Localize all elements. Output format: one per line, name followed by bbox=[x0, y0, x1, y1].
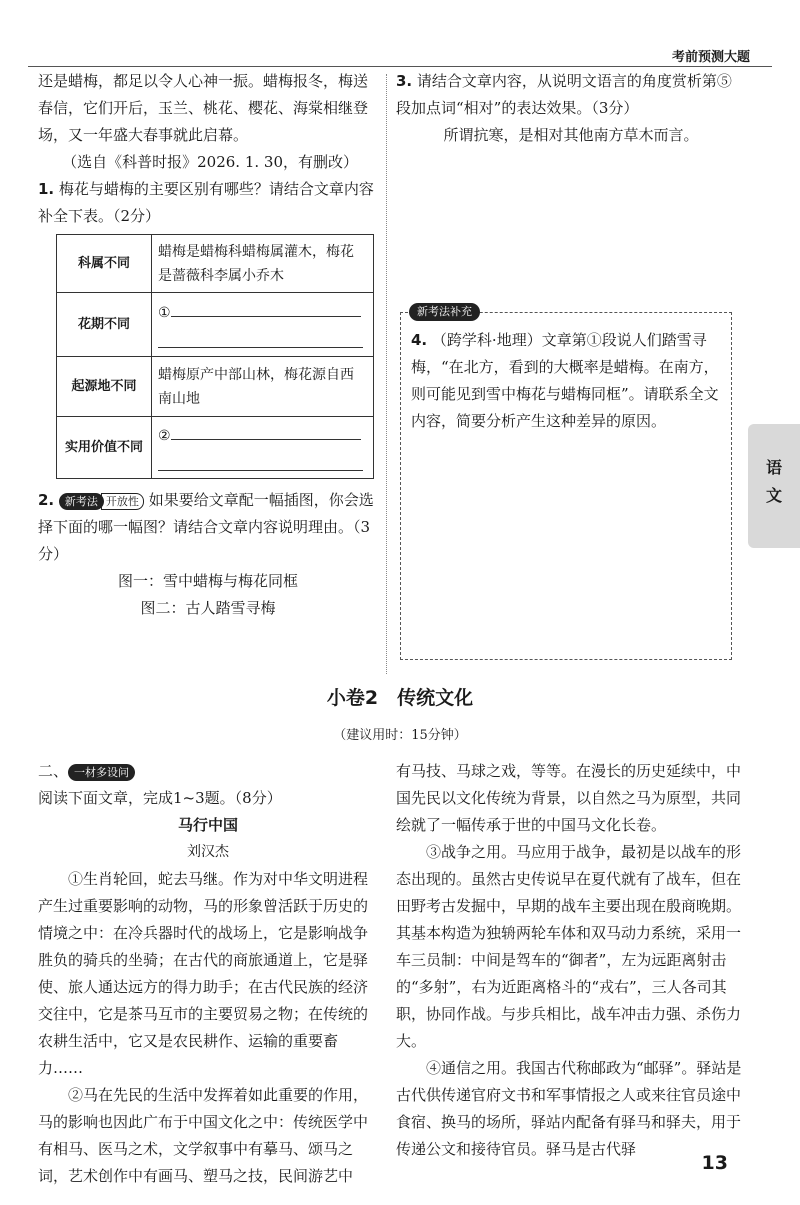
header-rule bbox=[28, 66, 772, 67]
paragraph-1: ①生肖轮回，蛇去马继。作为对中华文明进程产生过重要影响的动物，马的形象曾活跃于历史的情境之中：在冷兵器时代的战场上，它是影响战争胜负的骑兵的坐骑；在古代的商旅通道上，它是驿使、旅人通达远方的得力助手；在古代民族的经济交往中，它是茶马互市的主要贸易之物；在传统的农耕生活中，它又是农民耕作、运输的重要畜力…… bbox=[38, 870, 369, 1077]
subject-side-tab bbox=[748, 424, 800, 548]
side-tab-char: 文 bbox=[765, 486, 782, 505]
part-2-instruction bbox=[38, 758, 378, 812]
instruction-text: 阅读下面文章，完成1~3题。（8分） bbox=[38, 789, 282, 807]
option-1: 图一：雪中蜡梅与梅花同框 bbox=[117, 572, 298, 590]
table-row bbox=[57, 293, 374, 357]
question-3-quote: 所谓抗寒，是相对其他南方草木而言。 bbox=[443, 126, 699, 144]
question-2-number: 2. bbox=[38, 491, 55, 509]
side-tab-char: 语 bbox=[765, 458, 782, 477]
paragraph-2: ②马在先民的生活中发挥着如此重要的作用，马的影响也因此广布于中国文化之中：传统医学中有相马、医马之术，文学叙事中有摹马、颂马之词，艺术创作中有画马、塑马之技，民间游艺中 bbox=[38, 1086, 369, 1185]
left-column-bottom bbox=[38, 758, 378, 1190]
part-2-lead: 二、 bbox=[38, 762, 69, 780]
table-row-head: 起源地不同 bbox=[57, 357, 152, 417]
open-tag: 开放性 bbox=[101, 493, 144, 510]
running-header: 考前预测大题 bbox=[671, 50, 750, 65]
table-cell: 蜡梅原产中部山林，梅花源自西南山地 bbox=[152, 357, 374, 417]
blank-marker: ② bbox=[158, 428, 171, 444]
table-row-head: 实用价值不同 bbox=[57, 417, 152, 479]
question-1-number: 1. bbox=[38, 180, 55, 198]
answer-blank-2[interactable] bbox=[152, 417, 374, 479]
table-row bbox=[57, 357, 374, 417]
column-divider bbox=[386, 74, 387, 674]
multi-question-tag: 一材多设问 bbox=[68, 764, 135, 781]
page-number: 13 bbox=[701, 1152, 728, 1174]
right-column-top bbox=[396, 68, 746, 149]
article-title: 马行中国 bbox=[177, 816, 238, 834]
table-row bbox=[57, 235, 374, 293]
blank-line bbox=[171, 316, 361, 317]
blank-line bbox=[171, 439, 361, 440]
section-title: 小卷2 传统文化 bbox=[326, 687, 474, 709]
blank-marker: ① bbox=[158, 305, 171, 321]
answer-blank-1[interactable] bbox=[152, 293, 374, 357]
table-row bbox=[57, 417, 374, 479]
paragraph-3: ③战争之用。马应用于战争，最初是以战车的形态出现的。虽然古史传说早在夏代就有了战车，但在田野考古发掘中，早期的战车主要出现在殷商晚期。其基本构造为独辀两轮车体和双马动力系统，采用一车三员制：中间是驾车的“御者”，左为远距离射击的“多射”，右为近距离格斗的“戎右”，三人各司其职，协同作战。与步兵相比，战车冲击力强、杀伤力大。 bbox=[396, 843, 742, 1050]
new-method-tag: 新考法 bbox=[59, 493, 104, 510]
passage-ending: 还是蜡梅，都足以令人心神一振。蜡梅报冬，梅送春信，它们开后，玉兰、桃花、樱花、海棠相继登场，又一年盛大春事就此启幕。 bbox=[38, 72, 369, 144]
question-4-text: （跨学科·地理）文章第①段说人们踏雪寻梅，“在北方，看到的大概率是蜡梅。在南方，则可能见到雪中梅花与蜡梅同框”。请联系全文内容，简要分析产生这种差异的原因。 bbox=[411, 331, 719, 430]
table-cell: 蜡梅是蜡梅科蜡梅属灌木，梅花是蔷薇科李属小乔木 bbox=[152, 235, 374, 293]
question-3-text: 请结合文章内容，从说明文语言的角度赏析第⑤段加点词“相对”的表达效果。（3分） bbox=[396, 72, 732, 117]
comparison-table bbox=[56, 234, 374, 479]
question-1 bbox=[38, 176, 378, 230]
question-3-number: 3. bbox=[396, 72, 413, 90]
paragraph-2-continued: 有马技、马球之戏，等等。在漫长的历史延续中，中国先民以文化传统为背景，以自然之马为原型，共同绘就了一幅传承于世的中国马文化长卷。 bbox=[396, 762, 742, 834]
blank-line bbox=[158, 325, 363, 348]
right-column-bottom bbox=[396, 758, 746, 1163]
table-row-head: 科属不同 bbox=[57, 235, 152, 293]
question-3 bbox=[396, 68, 746, 122]
left-column-top bbox=[38, 68, 378, 622]
supplement-tag: 新考法补充 bbox=[409, 303, 480, 321]
question-4-number: 4. bbox=[411, 331, 428, 349]
question-2-text: 如果要给文章配一幅插图，你会选择下面的哪一幅图？请结合文章内容说明理由。（3分） bbox=[38, 491, 374, 563]
question-4 bbox=[411, 327, 721, 435]
paragraph-4: ④通信之用。我国古代称邮政为“邮驿”。驿站是古代供传递官府文书和军事情报之人或来往官员途中食宿、换马的场所，驿站内配备有驿马和驿夫，用于传递公文和接待官员。驿马是古代驿 bbox=[396, 1059, 742, 1158]
article-author: 刘汉杰 bbox=[187, 844, 229, 860]
passage-source: （选自《科普时报》2026. 1. 30，有删改） bbox=[62, 153, 358, 171]
option-2: 图二：古人踏雪寻梅 bbox=[140, 599, 276, 617]
question-1-text: 梅花与蜡梅的主要区别有哪些？请结合文章内容补全下表。（2分） bbox=[38, 180, 374, 225]
blank-line bbox=[158, 448, 363, 471]
suggested-time: （建议用时：15分钟） bbox=[333, 728, 467, 743]
question-4-box[interactable] bbox=[400, 305, 732, 660]
question-2 bbox=[38, 487, 378, 568]
table-row-head: 花期不同 bbox=[57, 293, 152, 357]
